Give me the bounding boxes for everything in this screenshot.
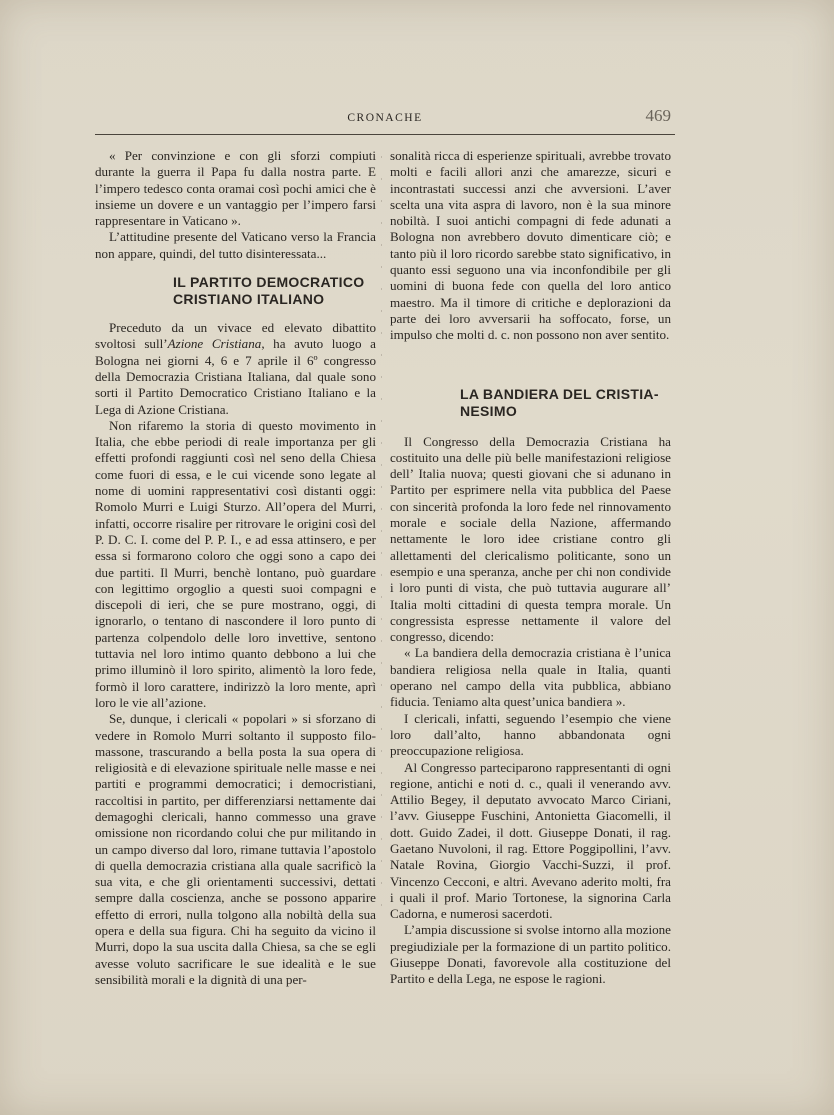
paragraph: Se, dunque, i clericali « popolari » si sforzano di vedere in Romolo Murri soltanto il supposto filo-massone, trascurando a bella posta la sua opera di religiosità e di elevazione spirituale nelle masse e nei partiti e programmi democratici; i democristiani, raccoltisi in partito, per differenziarsi nettamente dai demagoghi clericali, hanno commesso una grave omissione non ricordando colui che pur militando in un campo diverso dal loro, rimane tuttavia l’apostolo di quella democrazia cristiana alla quale sacrificò la sua vita, e che gli orientamenti successivi, dettati sempre dalla coscienza, anche se possono apparire effetto di errori, nulla tolgono alla nobiltà della sua opera e della sua figura. Chi ha seguito da vicino il Murri, dopo la sua uscita dalla Chiesa, sa che se egli avesse voluto sacrificare le sue idealità e le sue sensibilità morali e la dignità di una per- [95, 711, 376, 987]
page-header [95, 108, 675, 135]
paragraph: Il Congresso della Democrazia Cristiana ha costituito una delle più belle manifestazioni religiose dell’ Italia nuova; questi giovani che si adunano in Partito per esprimere nella vita pubblica del Paese con sincerità profonda la loro fede nel rinnovamento morale e sociale della Nazione, affermando nettamente le loro idee cristiane contro gli allettamenti del clericalismo politicante, sono un esempio e una speranza, anche per chi non condivide i loro punti di vista, che può tuttavia augurare all’ Italia molti cittadini di questa tempra morale. Un congressista espresse nettamente il valore del congresso, dicendo: [390, 433, 671, 645]
running-title: CRONACHE [347, 112, 423, 124]
paragraph: Al Congresso parteciparono rappresentanti di ogni regione, antichi e noti d. c., quali il venerando avv. Attilio Begey, il deputato avvocato Marco Ciriani, l’avv. Giuseppe Fuschini, Antonietta Giacomelli, il dott. Guido Zadei, il dott. Giuseppe Donati, il rag. Gaetano Nuvoloni, il rag. Ettore Poggipollini, l’avv. Natale Rovina, Giorgio Vacchi-Suzzi, il prof. Vincenzo Cecconi, e altri. Avevano aderito molti, fra i quali il prof. Mario Tortonese, la signorina Carla Cadorna, e numerosi sacerdoti. [390, 759, 671, 922]
column-divider [381, 156, 382, 916]
paragraph-text: Preceduto da un vivace ed elevato dibattito svoltosi sull’ [95, 320, 376, 352]
paragraph [95, 320, 376, 418]
right-column [390, 148, 671, 988]
paragraph: « Per convinzione e con gli sforzi compiuti durante la guerra il Papa fu dalla nostra parte. E l’impero tedesco conta oramai così pochi amici che è insieme un dovere e un vantaggio per l’impero farsi rappresentare in Vaticano ». [95, 148, 376, 229]
page-number: 469 [645, 106, 671, 125]
publication-title: Azione Cristiana [167, 336, 262, 352]
paragraph: I clericali, infatti, seguendo l’esempio che viene loro dall’alto, hanno abbandonata ogni preoccupazione religiosa. [390, 710, 671, 759]
section-heading-line: IL PARTITO DEMOCRATICO [173, 274, 365, 291]
paragraph: Non rifaremo la storia di questo movimento in Italia, che ebbe periodi di reale importanza per gli effetti profondi raggiunti così nel seno della Chiesa come fuori di essa, e le cui vicende sono legate al nome di uomini rappresentativi così distanti oggi: Romolo Murri e Luigi Sturzo. All’opera del Murri, infatti, occorre risalire per ritrovare le origini così del P. D. C. I. come del P. P. I., e ad essa attinsero, e per essa si formarono coloro che oggi sono a capo dei due partiti. Il Murri, benchè lontano, può guardare con legittimo orgoglio a questi suoi compagni e discepoli di ieri, che se pure mostrano, oggi, di ignorarlo, o tentano di nascondere il loro punto di partenza colpendolo delle loro invettive, sentono tuttavia nel loro intimo quanto debbono a lui che primo illuminò il loro spirito, alimentò la loro fede, formò il loro carattere, indirizzò la loro mente, aprì loro le vie all’azione. [95, 417, 376, 710]
paragraph: « La bandiera della democrazia cristiana è l’unica bandiera religiosa nella quale in Italia, quanti operano nel campo della vita pubblica, abbiano fiducia. Teniamo alta quest’unica bandiera ». [390, 645, 671, 710]
section-heading-line: NESIMO [460, 402, 518, 419]
section-heading [390, 386, 671, 420]
paragraph: sonalità ricca di esperienze spirituali, avrebbe trovato molti e facili allori anzi che amarezze, sicuri e incontrastati successi anzi che avversioni. L’aver scelta una vita aspra di lavoro, non è la sua minore nobiltà. I suoi antichi compagni di fede adunati a Bologna non avrebbero dovuto dimenticare ciò; e tanto più il loro ricordo sarebbe stato significativo, in quanto essi seguono una via inconfondibile per gli uomini di buona fede con quella del loro antico maestro. Ma il timore di critiche e deplorazioni da parte dei loro avversarii ha soffocato, forse, un impulso che molti d. c. non possono non aver sentito. [390, 148, 671, 343]
paragraph: L’ampia discussione si svolse intorno alla mozione pregiudiziale per la formazione di un partito politico. Giuseppe Donati, favorevole alla costituzione del Partito e della Lega, ne espose le ragioni. [390, 922, 671, 987]
section-heading-line: LA BANDIERA DEL CRISTIA- [460, 385, 659, 402]
section-heading [95, 274, 376, 308]
section-heading-line: CRISTIANO ITALIANO [173, 291, 325, 308]
left-column [95, 148, 376, 988]
paragraph: L’attitudine presente del Vaticano verso la Francia non appare, quindi, del tutto disinteressata... [95, 229, 376, 261]
paragraph-text: , ha avuto luogo a Bologna nei giorni 4, 6 e 7 aprile il 6º congresso della Democrazia Cristiana Italiana, dal quale sono sorti il Partito Democratico Cristiano Italiano e la Lega di Azione Cristiana. [95, 336, 376, 417]
